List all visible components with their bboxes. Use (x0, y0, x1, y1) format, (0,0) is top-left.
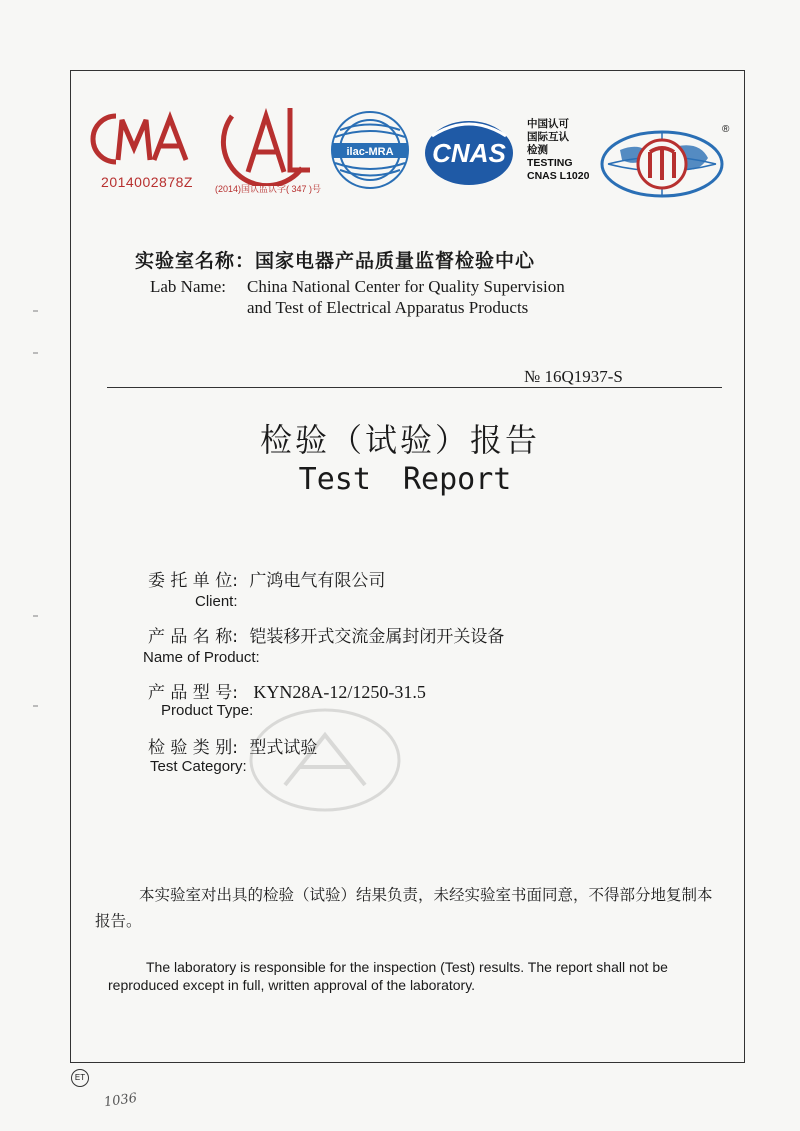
test-category-value: 型式试验 (249, 738, 318, 758)
notice-en: The laboratory is responsible for the inspection (Test) results. The report shall not be reproduced except in full, written approval of the laboratory. (108, 959, 668, 993)
test-category-label-en: Test Category: (150, 758, 247, 775)
header-divider (107, 387, 722, 388)
margin-mark (33, 310, 38, 312)
title-cn: 检验（试验）报告 (259, 421, 540, 459)
product-name-label-en: Name of Product: (143, 649, 260, 666)
faint-seal-stamp (245, 705, 405, 815)
client-value: 广鸿电气有限公司 (249, 571, 386, 591)
cma-logo (88, 108, 198, 170)
svg-text:ilac-MRA: ilac-MRA (346, 146, 394, 158)
cnas-accreditation-text: 中国认可 国际互认 检测 TESTING CNAS L1020 (527, 118, 590, 182)
product-type-value: KYN28A-12/1250-31.5 (253, 682, 426, 702)
product-name-value: 铠装移开式交流金属封闭开关设备 (249, 627, 505, 647)
product-type-label-en: Product Type: (161, 702, 254, 719)
et-mark: ET (71, 1069, 89, 1087)
lab-name-cn: 实验室名称：国家电器产品质量监督检验中心 (135, 250, 536, 272)
lab-name-en-label: Lab Name: (150, 277, 226, 296)
cqc-logo (600, 120, 730, 200)
test-category-row (148, 733, 317, 758)
page-number: 1036 (103, 1090, 138, 1111)
product-type-row (148, 678, 426, 703)
margin-mark (33, 352, 38, 354)
notice-cn: 本实验室对出具的检验（试验）结果负责，未经实验室书面同意，不得部分地复制本报告。 (95, 886, 713, 930)
report-number: № 16Q1937-S (524, 367, 623, 386)
product-type-label-cn: 产 品 型 号: (148, 683, 238, 703)
client-label-en: Client: (195, 593, 238, 610)
test-category-label-cn: 检 验 类 别: (148, 738, 238, 758)
margin-mark (33, 705, 38, 707)
margin-mark (33, 615, 38, 617)
product-name-label-cn: 产 品 名 称: (148, 627, 238, 647)
cma-number: 2014002878Z (101, 174, 193, 190)
lab-name-en-line2: and Test of Electrical Apparatus Products (247, 298, 529, 317)
client-label-cn: 委 托 单 位: (148, 571, 238, 591)
lab-name-en-line1: China National Center for Quality Supervision (247, 277, 565, 296)
cal-logo (212, 98, 322, 186)
svg-text:CNAS: CNAS (432, 138, 506, 168)
client-row (148, 566, 385, 591)
registered-mark: ® (722, 124, 730, 135)
cal-number: (2014)国认监认字( 347 )号 (214, 184, 322, 194)
cnas-logo (422, 118, 517, 188)
ilac-mra-logo (325, 105, 415, 195)
title-en: Test Report (298, 462, 512, 497)
lab-name-en (150, 276, 565, 298)
product-name-row (148, 622, 504, 647)
